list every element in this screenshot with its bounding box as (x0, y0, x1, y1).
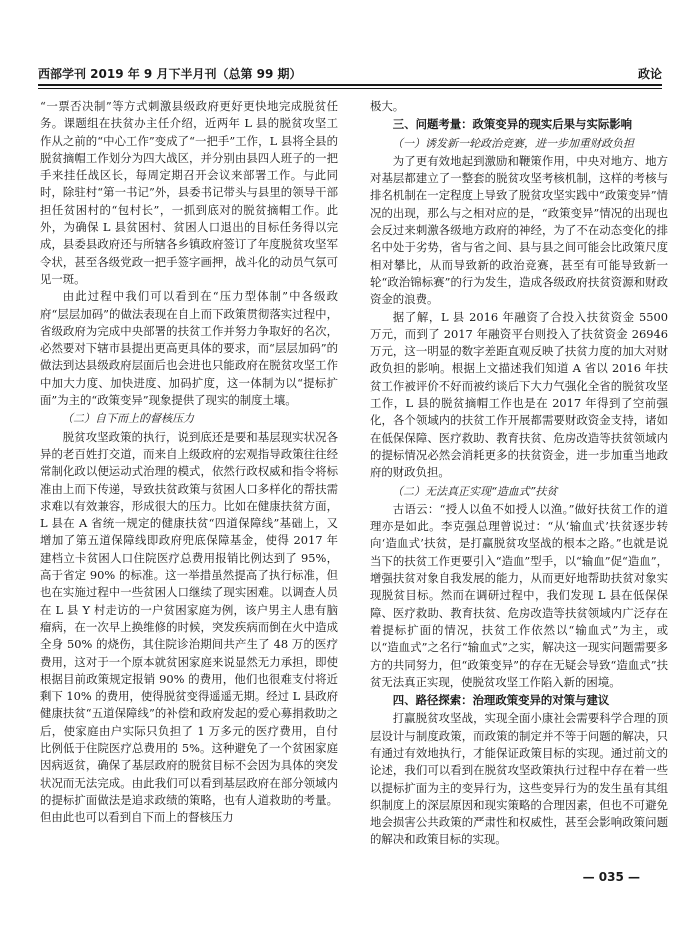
right-column (370, 98, 668, 849)
left-column (40, 98, 338, 826)
subsection-heading: （二）自下而上的督核压力 (62, 412, 194, 426)
paragraph: 古语云：“授人以鱼不如授人以渔。”做好扶贫工作的道理亦是如此。李克强总理曾说过：“从‘输血式’扶贫逐步转向‘造血式’扶贫，是打赢脱贫攻坚战的根本之路。”也就是说当下的扶贫工作更要引入“造血”型手，以“输血”促“造血”，增强扶贫对象自我发展的能力，从而更好地帮助扶贫对象实现脱贫目标。然而在调研过程中，我们发现 L 县在低保保障、医疗救助、教育扶贫、危房改造等扶贫领域内广泛存在着提标扩面的情况，扶贫工作依然以“输血式”为主，或以“造血式”之名行“输血式”之实，解决这一现实问题需要多方的共同努力，但“政策变异”的存在无疑会导致“造血式”扶贫无法真正实现，使脱贫攻坚工作陷入新的困境。 (370, 501, 668, 689)
paragraph-continued: “一票否决制”等方式刺激县级政府更好更快地完成脱贫任务。课题组在扶贫办主任介绍，近两年 L 县的脱贫攻坚工作从之前的“中心工作”变成了“一把手”工作，L 县将全县的脱贫摘帽工作划分为四大战区，并分别由县四人班子的一把手来挂任战区长，每周定期召开会议来部署工作。与此同时，除驻村“第一书记”外，县委书记带头与县里的领导干部担任贫困村的“包村长”，一抓到底对的脱贫摘帽工作。此外，为确保 L 县贫困村、贫困人口退出的目标任务得以完成，县委县政府还与所辖各乡镇政府签订了年度脱贫攻坚军令状，甚至各级党政一把手签字画押，战斗化的动员气氛可见一斑。 (40, 99, 338, 286)
header-rule (38, 84, 662, 86)
paragraph: 据了解，L 县 2016 年融资了合投入扶贫资金 5500 万元，而到了 2017 年融资平台则投入了扶贫资金 26946 万元，这一明显的数字差距直观反映了扶贫力度的加大对财政负担的影响。根据上文描述我们知道 A 省以 2016 年扶贫工作被评价不好而被约谈后下大力气强化全省的脱贫攻坚工作，L 县的脱贫摘帽工作也是在 2017 年得到了空前强化，各个领域内的扶贫工作开展都需要财政资金支持，诸如在低保保障、医疗救助、教育扶贫、危房改造等扶贫领域内的提标情况必然会消耗更多的扶贫资金，进一步加重当地政府的财政负担。 (370, 309, 668, 480)
paragraph-continued: 极大。 (370, 99, 405, 113)
page-number: — 035 — (582, 870, 640, 884)
paragraph: 脱贫攻坚政策的执行，说到底还是要和基层现实状况各异的老百姓打交道，而来自上级政府的宏观指导政策往往经常制化政以便运动式治理的模式，依然行政权威和指令将标准由上而下传递，导致扶贫政策与贫困人口多样化的帮扶需求难以有效兼容，形成很大的压力。比如在健康扶贫方面，L 县在 A 省统一规定的健康扶贫“四道保障线”基础上，又增加了第五道保障线即政府兜底保障基金，使得 2017 年建档立卡贫困人口住院医疗总费用报销比例达到了 95%，高于省定 90% 的标准。这一举措虽然提高了执行标准，但也在实施过程中一些贫困人口继续了现实困难。以调查人员在 L 县 Y 村走访的一户贫困家庭为例，该户男主人患有脑瘤病，在一次早上换维修的时候，突发疾病而倒在火中造成全身 50% 的烧伤，其住院诊治期间共产生了 48 万的医疗费用，这对于一个原本就贫困家庭来说显然无力承担，即使根据目前政策规定报销 90% 的费用，他们也很难支付将近剩下 10% 的费用，使得脱贫变得遥遥无期。经过 L 县政府健康扶贫“五道保障线”的补偿和政府发起的爱心募捐救助之后，使家庭由户实际只负担了 1 万多元的医疗费用，自付比例低于住院医疗总费用的 5%。这种避免了一个贫困家庭因病返贫，确保了基层政府的脱贫目标不会因为具体的突发状况而无法完成。由此我们可以看到基层政府在部分领域内的提标扩面做法是追求政绩的策略，也有人道救助的考量。但由此也可以看到自下而上的督核压力 (40, 429, 338, 825)
subsection-heading: （一）诱发新一轮政治竞赛，进一步加重财政负担 (392, 136, 634, 150)
subsection-heading: （二）无法真正实现“造血式”扶贫 (392, 484, 558, 498)
paragraph: 由此过程中我们可以看到在“压力型体制”中各级政府“层层加码”的做法表现在自上而下政策贯彻落实过程中，省级政府为完成中央部署的扶贫工作并努力争取好的名次，必然要对下辖市县提出更高更具体的要求，而“层层加码”的做法到达县级政府层面后也会进也只能政府在脱贫攻坚工作中加大力度、加快进度、加码扩度，这一体制为以“提标扩面”为主的“政策变异”现象提供了现实的制度土壤。 (40, 289, 338, 408)
running-header (38, 62, 662, 82)
section-heading: 三、问题考量：政策变异的现实后果与实际影响 (392, 117, 633, 132)
paragraph: 为了更有效地起到激励和鞭策作用，中央对地方、地方对基层都建立了一整套的脱贫攻坚考核机制，这样的考核与排名机制在一定程度上导致了脱贫攻坚实践中“政策变异”情况的出现，那么与之相对应的是，“政策变异”情况的出现也会反过来刺激各级地方政府的神经，为了不在动态变化的排名中处于劣势，省与省之间、县与县之间可能会比政策尺度相对攀比，从而导致新的政治竞赛，甚至有可能导致新一轮“政治锦标赛”的行为发生，造成各级政府扶贫资源和财政资金的浪费。 (370, 153, 668, 307)
section-label: 政论 (637, 67, 662, 81)
journal-title: 西部学刊 2019 年 9 月下半月刊（总第 99 期） (38, 67, 302, 81)
header-rule-thin (38, 88, 662, 89)
section-heading: 四、路径探索：治理政策变异的对策与建议 (392, 693, 610, 708)
paragraph: 打赢脱贫攻坚战，实现全面小康社会需要科学合理的顶层设计与制度政策，而政策的制定并不等于问题的解决，只有通过有效地执行，才能保证政策目标的实现。通过前文的论述，我们可以看到在脱贫攻坚政策执行过程中存在着一些以提标扩面为主的变异行为，这些变异行为的发生虽有其组织制度上的深层原因和现实策略的合理因素，但也不可避免地会损害公共政策的严肃性和权威性，甚至会影响政策问题的解决和政策目标的实现。 (370, 711, 668, 847)
